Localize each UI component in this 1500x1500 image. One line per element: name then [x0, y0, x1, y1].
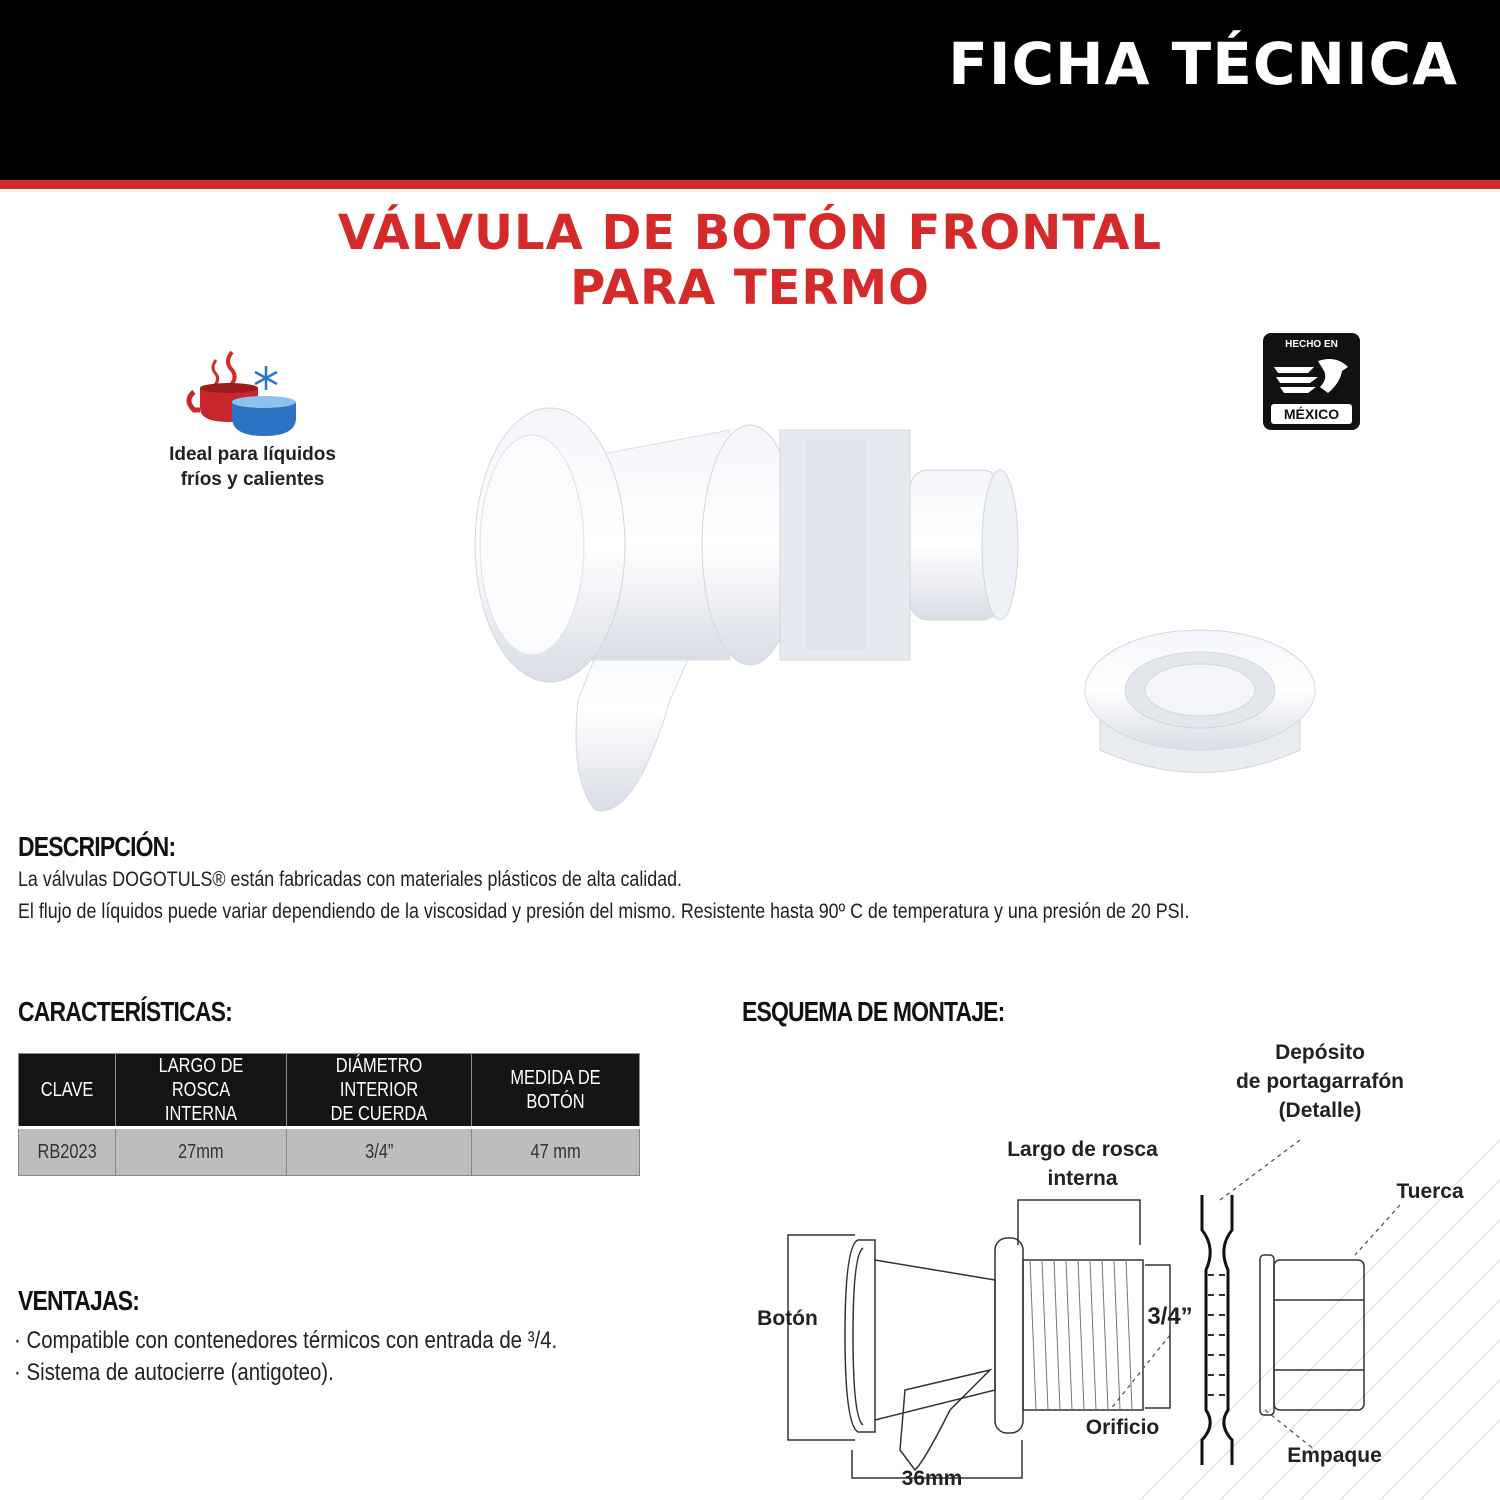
advantage-text-2: Sistema de autocierre (antigoteo).: [26, 1359, 334, 1386]
table-header-cell: [19, 1054, 116, 1128]
label-largo-2: interna: [1047, 1167, 1118, 1190]
cell-medida: 47 mm: [530, 1140, 581, 1163]
ideal-badge-text: [140, 442, 365, 492]
product-title-line1: VÁLVULA DE BOTÓN FRONTAL: [337, 205, 1163, 261]
mounting-heading: ESQUEMA DE MONTAJE:: [742, 996, 1005, 1027]
eagle-icon: [1270, 353, 1354, 401]
cell-clave: RB2023: [37, 1140, 97, 1163]
ideal-line2: fríos y calientes: [180, 469, 325, 490]
hot-cold-cups-icon: [180, 348, 305, 443]
table-row: [19, 1128, 640, 1176]
label-boton: Botón: [757, 1307, 818, 1330]
label-deposito-2: de portagarrafón: [1235, 1070, 1405, 1093]
table-cell: [472, 1128, 640, 1176]
cell-largo: 27mm: [178, 1140, 224, 1163]
mexico-badge-bottom-text: MÉXICO: [1271, 404, 1352, 424]
cell-diametro: 3/4”: [364, 1140, 394, 1163]
header-diametro-2: DE CUERDA: [330, 1103, 428, 1125]
header-largo-2: INTERNA: [164, 1103, 237, 1125]
advantage-text-1: Compatible con contenedores térmicos con entrada de ³/4.: [26, 1327, 558, 1354]
label-deposito-3: (Detalle): [1278, 1099, 1362, 1122]
header-red-stripe: [0, 180, 1500, 189]
valve-product-image: [460, 400, 1330, 820]
table-header-row: [19, 1054, 640, 1128]
label-largo-1: Largo de rosca: [1007, 1138, 1158, 1161]
description-line2: El flujo de líquidos puede variar dependiendo de la viscosidad y presión del mismo. Resistente hasta 90º C de temperatura y una presión de 20 PSI.: [18, 900, 1190, 923]
table-header-cell: [116, 1054, 287, 1128]
features-heading: CARACTERÍSTICAS:: [18, 996, 232, 1027]
advantage-item: · Sistema de autocierre (antigoteo).: [14, 1359, 334, 1386]
header-clave: CLAVE: [40, 1079, 94, 1101]
mexico-badge-top-text: HECHO EN: [1285, 339, 1338, 350]
advantages-heading: VENTAJAS:: [18, 1285, 140, 1316]
label-deposito: [1200, 1038, 1440, 1125]
table-cell: [19, 1128, 116, 1176]
sheet-title: FICHA TÉCNICA: [948, 30, 1458, 98]
label-tuerca: Tuerca: [1396, 1180, 1464, 1203]
table-header-cell: [472, 1054, 640, 1128]
table-cell: [287, 1128, 472, 1176]
description-heading: DESCRIPCIÓN:: [18, 831, 176, 862]
features-table: [18, 1053, 640, 1176]
product-title-line2: PARA TERMO: [570, 260, 930, 316]
label-diametro: 3/4”: [1147, 1303, 1193, 1330]
header-largo-1: LARGO DE ROSCA: [158, 1055, 244, 1101]
description-line1: La válvulas DOGOTULS® están fabricadas con materiales plásticos de alta calidad.: [18, 868, 683, 891]
label-largo-rosca: [985, 1135, 1180, 1193]
label-orificio: Orificio: [1085, 1416, 1160, 1439]
advantage-item: · Compatible con contenedores térmicos con entrada de ³/4.: [14, 1327, 558, 1354]
header-divider: [0, 189, 1500, 192]
header-medida: MEDIDA DE BOTÓN: [510, 1067, 601, 1113]
label-deposito-1: Depósito: [1275, 1041, 1365, 1064]
header-diametro-1: DIÁMETRO INTERIOR: [335, 1055, 423, 1101]
label-36mm: 36mm: [901, 1467, 963, 1490]
ideal-line1: Ideal para líquidos: [169, 444, 336, 465]
table-cell: [116, 1128, 287, 1176]
label-empaque: Empaque: [1287, 1444, 1382, 1467]
table-header-cell: [287, 1054, 472, 1128]
